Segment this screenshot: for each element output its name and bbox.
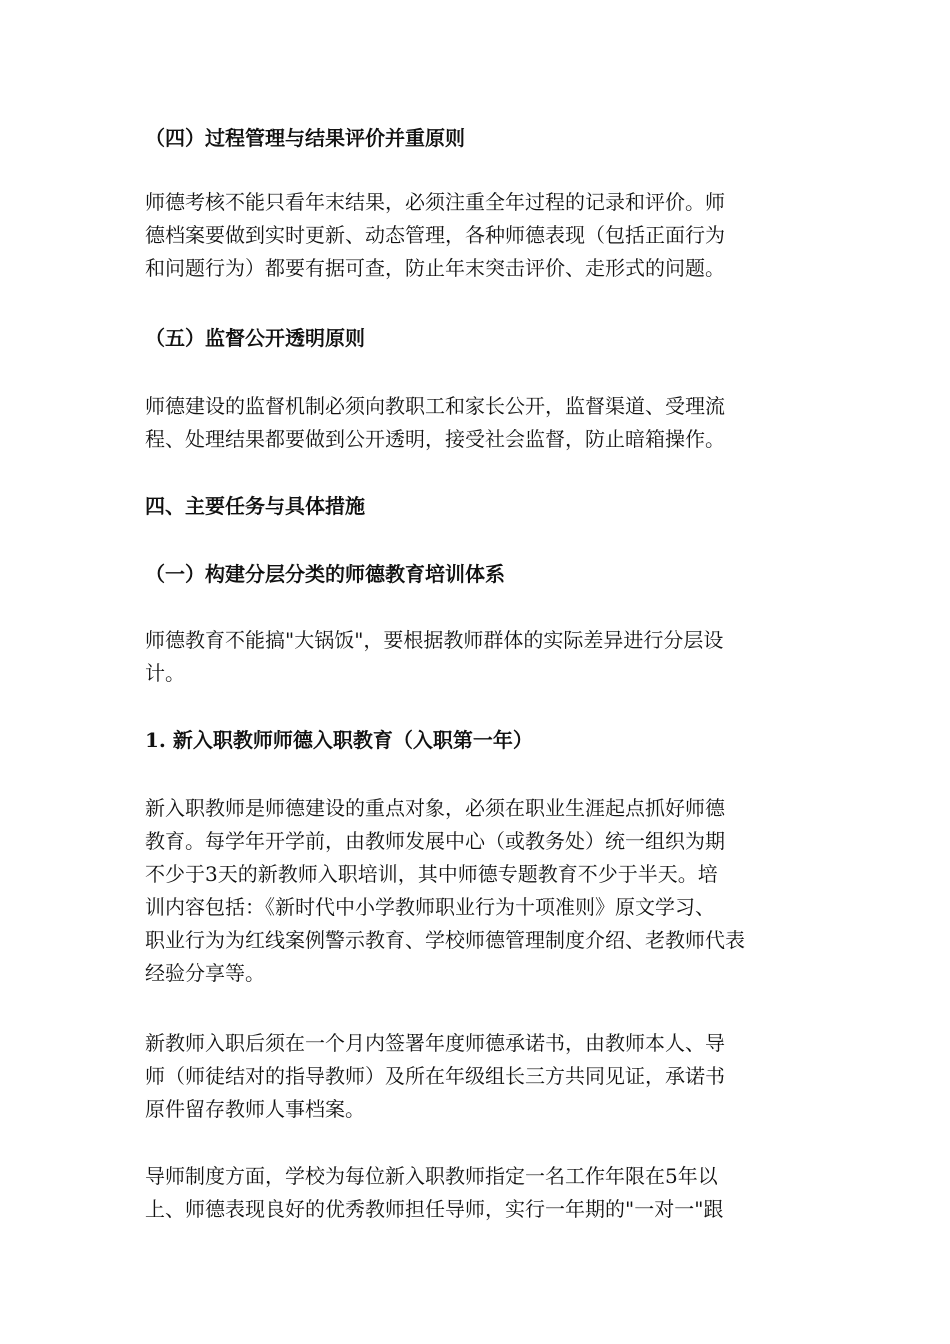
paragraph-line: 新教师入职后须在一个月内签署年度师德承诺书，由教师本人、导	[145, 1031, 725, 1055]
paragraph-line: 师德教育不能搞"大锅饭"，要根据教师群体的实际差异进行分层设	[145, 628, 724, 652]
paragraph-mentor-system	[145, 1160, 800, 1226]
heading-principle-5: （五）监督公开透明原则	[145, 326, 365, 350]
paragraph-line: 新入职教师是师德建设的重点对象，必须在职业生涯起点抓好师德	[145, 796, 725, 820]
paragraph-line: 和问题行为）都要有据可查，防止年末突击评价、走形式的问题。	[145, 256, 725, 280]
paragraph-line: 经验分享等。	[145, 961, 265, 985]
paragraph-line: 计。	[145, 661, 185, 685]
paragraph-line: 师德考核不能只看年末结果，必须注重全年过程的记录和评价。师	[145, 190, 725, 214]
paragraph-line: 上、师德表现良好的优秀教师担任导师，实行一年期的"一对一"跟	[145, 1197, 724, 1221]
paragraph-line: 教育。每学年开学前，由教师发展中心（或教务处）统一组织为期	[145, 829, 725, 853]
paragraph-line: 德档案要做到实时更新、动态管理，各种师德表现（包括正面行为	[145, 223, 725, 247]
paragraph-line: 训内容包括：《新时代中小学教师职业行为十项准则》原文学习、	[145, 895, 715, 919]
heading-principle-4: （四）过程管理与结果评价并重原则	[145, 126, 465, 150]
paragraph-line: 师（师徒结对的指导教师）及所在年级组长三方共同见证，承诺书	[145, 1064, 725, 1088]
paragraph-line: 职业行为为红线案例警示教育、学校师德管理制度介绍、老教师代表	[145, 928, 745, 952]
heading-training-system: （一）构建分层分类的师德教育培训体系	[145, 562, 505, 586]
heading-new-teacher-education: 1. 新入职教师师德入职教育（入职第一年）	[145, 728, 533, 752]
paragraph-line: 导师制度方面，学校为每位新入职教师指定一名工作年限在5年以	[145, 1164, 718, 1188]
paragraph-line: 原件留存教师人事档案。	[145, 1097, 365, 1121]
paragraph-layered-design	[145, 624, 800, 690]
paragraph-line: 师德建设的监督机制必须向教职工和家长公开，监督渠道、受理流	[145, 394, 725, 418]
paragraph-line: 程、处理结果都要做到公开透明，接受社会监督，防止暗箱操作。	[145, 427, 725, 451]
paragraph-commitment-letter	[145, 1027, 800, 1126]
paragraph-new-teacher-training	[145, 792, 800, 990]
paragraph-line: 不少于3天的新教师入职培训，其中师德专题教育不少于半天。培	[145, 862, 718, 886]
paragraph-process-evaluation	[145, 186, 800, 285]
paragraph-supervision	[145, 390, 800, 456]
heading-section-4: 四、主要任务与具体措施	[145, 494, 365, 518]
